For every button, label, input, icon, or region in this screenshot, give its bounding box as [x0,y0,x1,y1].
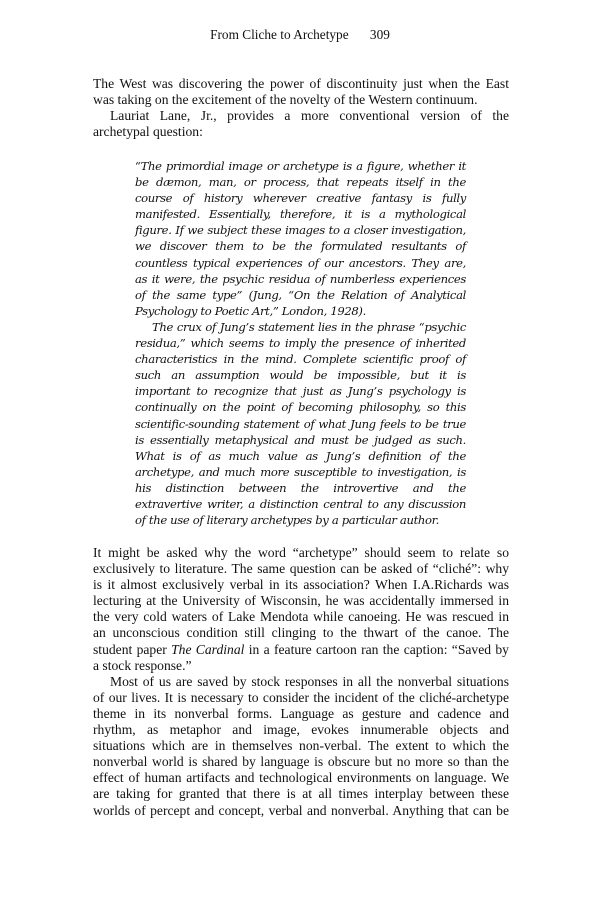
text-fragment: student paper [93,641,172,657]
quote-line: scientific-sounding statement of what Jung feels to be true [135,416,466,431]
running-head-title: From Cliche to Archetype [210,27,349,42]
text-line: lecturing at the University of Wisconsin, he was accidentally immersed in [93,593,509,609]
quote-line: of the same type” (Jung, “On the Relation of Analytical [135,287,466,302]
text-line: an unconscious condition still clinging to the thwart of the canoe. The [93,625,509,641]
text-line: theme in its nonverbal forms. Language as gesture and cadence and [93,705,509,721]
text-line: effect of human artifacts and technological environments on language. We [93,770,509,786]
quote-line: What is of as much value as Jung’s definition of the [135,448,466,463]
quote-line: countless typical experiences of our ancestors. They are, [135,255,466,270]
quote-line: The crux of Jung’s statement lies in the phrase “psychic [152,319,466,334]
text-line: rhythm, as metaphor and image, evokes innumerable objects and [93,722,509,738]
quote-paragraph [135,319,466,528]
text-line: are taking for granted that there is at all times interplay between these [93,786,509,802]
quote-paragraph [135,158,466,319]
quote-line: important to recognize that just as Jung’s psychology is [135,384,466,399]
paragraph [93,108,509,140]
text-line: is it almost exclusively verbal in its association? When I.A.Richards was [93,577,509,593]
quote-line: of the use of literary archetypes by a particular author. [135,513,439,528]
text-line: archetypal question: [93,124,203,140]
text-line: It might be asked why the word “archetype” should seem to relate so [93,545,509,560]
text-line: of our lives. It is necessary to consider the incident of the cliché-archetype [93,689,509,705]
text-line: a stock response.” [93,657,192,673]
paragraph [93,545,509,674]
text-line: the very cold waters of Lake Mendota while canoeing. He was rescued in [93,609,509,625]
text-line: Lauriat Lane, Jr., provides a more conventional version of the [110,108,509,124]
text-line: nonverbal world is shared by language is obscure but no more so than the [93,754,509,770]
text-line: Most of us are saved by stock responses in all the nonverbal situations [110,673,509,689]
text-line: The West was discovering the power of discontinuity just when the East [93,76,509,91]
text-line: worlds of percept and concept, verbal and nonverbal. Anything that can be [93,802,509,818]
running-head [0,27,600,43]
quote-line: as it were, the psychic residua of numberless experiences [135,271,466,286]
paragraph [93,674,509,819]
closing-paragraphs [93,545,509,819]
quote-line: figure. If we subject these images to a closer investigation, [135,223,466,238]
newspaper-title: The Cardinal [171,641,245,657]
quote-line: residua,” which seems to imply the presence of inherited [135,336,466,351]
quote-line: continually on the point of becoming philosophy, so this [135,400,466,415]
page-number: 309 [369,27,390,42]
quote-line: Psychology to Poetic Art,” London, 1928). [135,303,366,318]
quote-line: be dæmon, man, or process, that repeats itself in the [135,175,466,190]
text-line: exclusively to literature. The same question can be asked of “cliché”: why [93,561,509,577]
paragraph [93,76,509,108]
quote-line: extravertive writer, a distinction central to any discussion [135,496,466,511]
quote-line: his distinction between the introvertive and the [135,480,466,495]
quote-line: course of history wherever creative fantasy is fully [135,191,466,206]
text-fragment: in a feature cartoon ran the caption: “Saved by [244,641,509,657]
text-line: was taking on the excitement of the novelty of the Western continuum. [93,92,478,108]
text-line-with-title [93,642,509,658]
quote-line: manifested. Essentially, therefore, it is a mythological [135,207,466,222]
block-quote [135,158,466,528]
quote-line: such an assumption would be impossible, but it is [135,368,466,383]
text-line: situations which are in themselves non-verbal. The extent to which the [93,738,509,754]
quote-line: we discover them to be the formulated resultants of [135,239,466,254]
quote-line: characteristics in the mind. Complete scientific proof of [135,352,466,367]
quote-line: is essentially metaphysical and must be judged as such. [135,432,466,447]
opening-paragraphs [93,76,509,140]
quote-line: archetype, and much more susceptible to investigation, is [135,464,466,479]
quote-line: “The primordial image or archetype is a figure, whether it [135,159,466,173]
